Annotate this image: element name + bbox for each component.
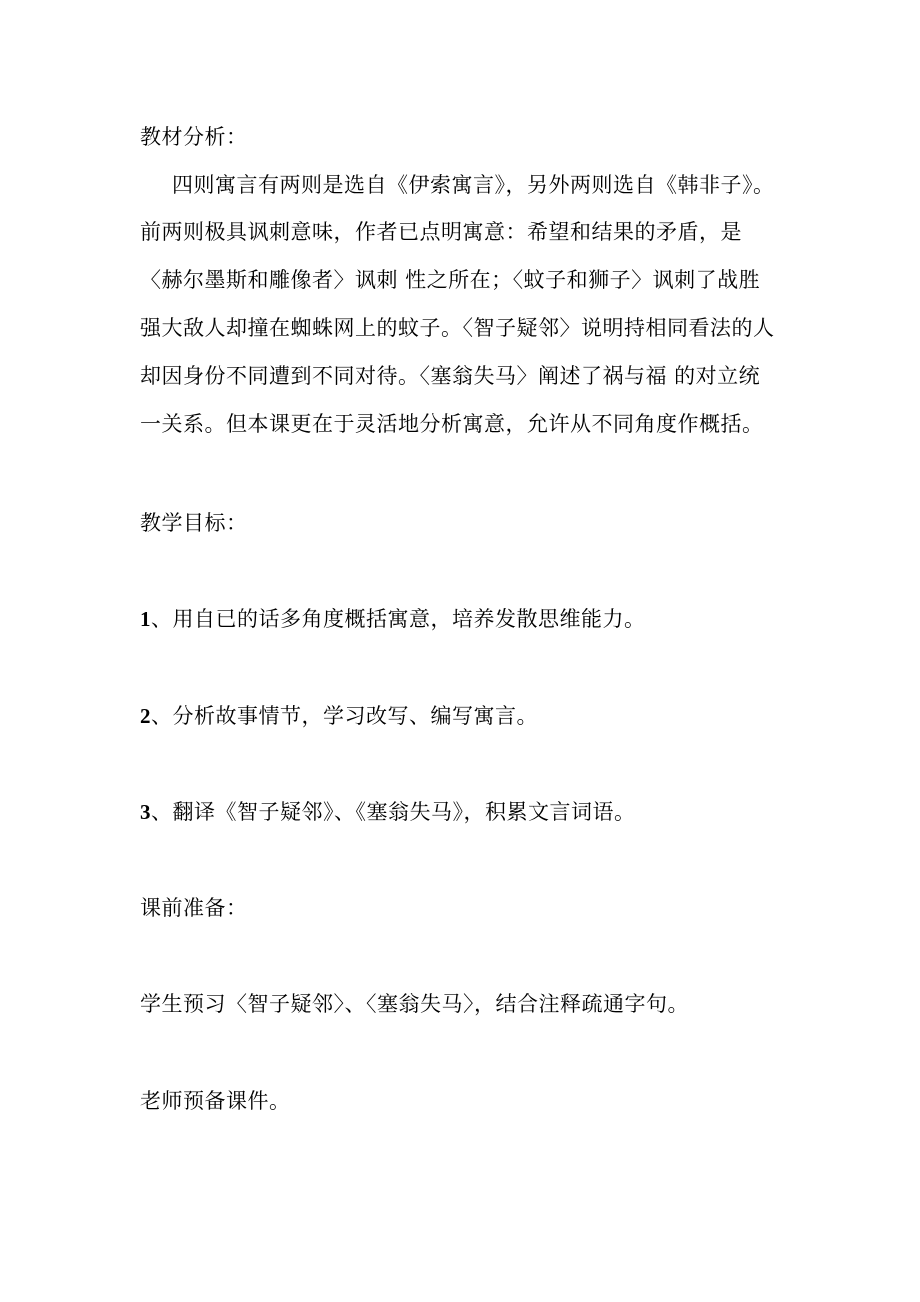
goal-number: 1: [140, 607, 151, 631]
material-line-2: 前两则极具讽刺意味，作者已点明寓意：希望和结果的矛盾，是: [140, 220, 742, 244]
heading-material: 教材分析：: [140, 125, 248, 149]
material-line-4: 强大敌人却撞在蜘蛛网上的蚊子。〈智子疑邻〉说明持相同看法的人: [140, 316, 775, 340]
heading-prep: 课前准备：: [140, 896, 248, 920]
material-line-6: 一关系。但本课更在于灵活地分析寓意，允许从不同角度作概括。: [140, 412, 764, 436]
prep-item-2: 老师预备课件。: [140, 1089, 291, 1113]
prep-item-1: 学生预习〈智子疑邻〉、〈塞翁失马〉，结合注释疏通字句。: [140, 992, 689, 1016]
goal-number: 3: [140, 800, 151, 824]
goal-item-1: [140, 604, 646, 634]
goal-text: 、翻译《智子疑邻》、《塞翁失马》，积累文言词语。: [151, 800, 636, 824]
goal-item-2: [140, 701, 538, 731]
material-line-3: 〈赫尔墨斯和雕像者〉讽刺 性之所在；〈蚊子和狮子〉讽刺了战胜: [140, 268, 761, 292]
goal-item-3: [140, 797, 636, 827]
material-line-1: 四则寓言有两则是选自《伊索寓言》，另外两则选自《韩非子》。: [172, 173, 775, 197]
goal-text: 、用自已的话多角度概括寓意，培养发散思维能力。: [151, 607, 646, 631]
goal-number: 2: [140, 704, 151, 728]
heading-goals: 教学目标：: [140, 511, 248, 535]
material-line-5: 却因身份不同遭到不同对待。〈塞翁失马〉阐述了祸与福 的对立统: [140, 364, 761, 388]
goal-text: 、分析故事情节，学习改写、编写寓言。: [151, 704, 538, 728]
